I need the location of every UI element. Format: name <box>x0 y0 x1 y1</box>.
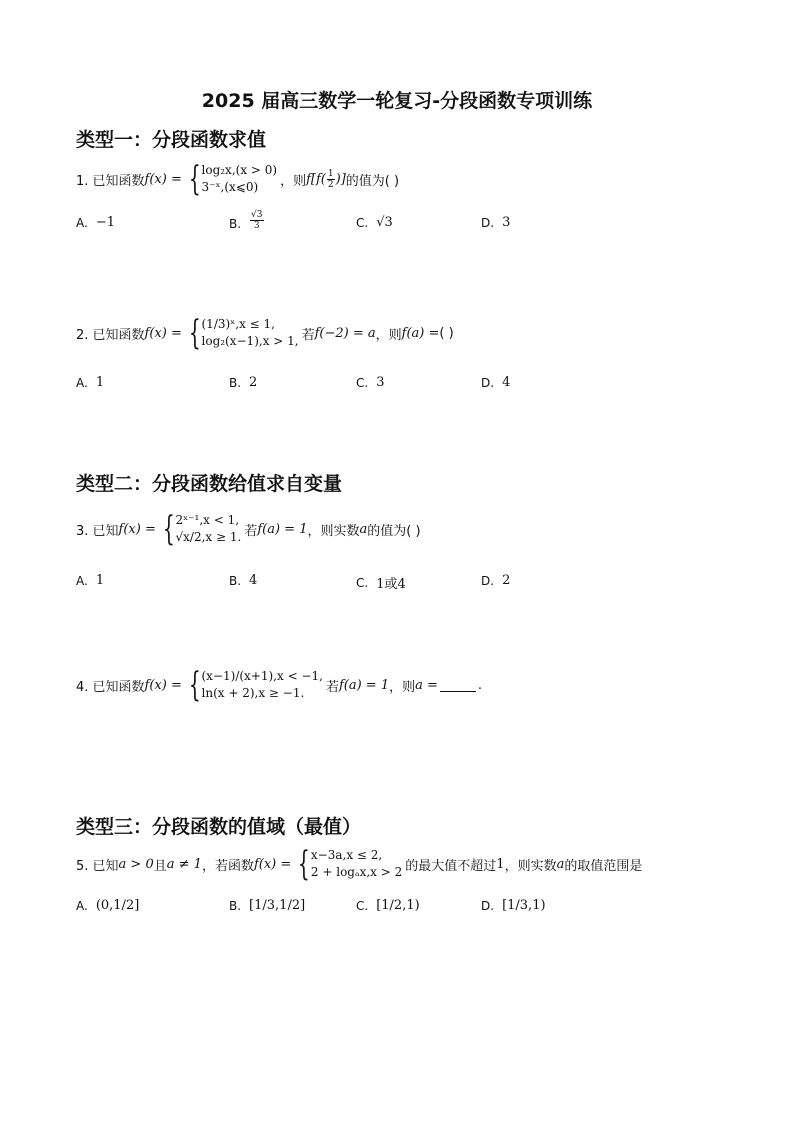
q1-option-d: D. 3 <box>481 215 511 230</box>
q4-row-1: (x−1)/(x+1),x < −1, <box>201 669 323 683</box>
q3-prefix: 3. 已知 <box>76 523 119 539</box>
q2-suffix-b: ，则 <box>375 327 402 343</box>
question-4 <box>76 665 483 705</box>
q5-option-b: B. [1/3,1/2] <box>229 898 306 913</box>
q1-fx: f(x) = <box>144 171 182 187</box>
q1-row-1: log₂x,(x > 0) <box>201 163 278 177</box>
q3-fx: f(x) = <box>118 521 156 537</box>
question-3 <box>76 509 421 549</box>
q4-expr: f(a) = 1 <box>338 677 390 693</box>
q1-option-b: B. $\frac{√3}{3}$ <box>229 210 263 231</box>
q2-option-b: B. 2 <box>229 375 258 390</box>
q5-option-a: A. (0,1/2] <box>76 898 140 913</box>
q3-row-2: √x/2,x ≥ 1. <box>175 530 242 544</box>
q5-row-1: x−3a,x ≤ 2, <box>310 848 383 862</box>
q2-row-1: (1/3)ˣ,x ≤ 1, <box>201 317 275 331</box>
q5-suffix-a: 的最大值不超过 <box>405 858 497 874</box>
q3-option-a: A. 1 <box>76 573 105 588</box>
brace-icon: { <box>188 159 201 199</box>
q4-piecewise <box>184 665 323 705</box>
brace-icon: { <box>188 313 201 353</box>
q2-option-d: D. 4 <box>481 375 511 390</box>
q5-mid-2: ，若函数 <box>201 858 254 874</box>
q5-suffix-c: 的取值范围是 <box>564 858 643 874</box>
q5-mid-1: 且 <box>153 858 167 874</box>
q2-expr: f(−2) = a <box>314 325 376 341</box>
answer-blank[interactable] <box>440 679 476 692</box>
q1-piecewise <box>184 159 278 199</box>
brace-icon: { <box>162 509 175 549</box>
q3-suffix-a: 若 <box>244 523 258 539</box>
q3-option-b: B. 4 <box>229 573 258 588</box>
q3-option-d: D. 2 <box>481 573 511 588</box>
q5-option-c: C. [1/2,1) <box>356 898 420 913</box>
question-5 <box>76 844 643 884</box>
brace-icon: { <box>188 665 201 705</box>
q5-num: 1 <box>496 856 505 872</box>
q5-piecewise <box>293 844 403 884</box>
q5-row-2: 2 + logₐx,x > 2 <box>310 865 403 879</box>
q4-suffix-c: . <box>477 677 483 693</box>
q2-prefix: 2. 已知函数 <box>76 327 145 343</box>
q4-row-2: ln(x + 2),x ≥ −1. <box>201 686 305 700</box>
q5-suffix-b: ，则实数 <box>504 858 557 874</box>
q1-expr-end: )] <box>335 171 346 187</box>
q5-var: a <box>556 856 565 872</box>
q5-cond-2: a ≠ 1 <box>166 856 202 872</box>
q4-suffix-a: 若 <box>325 679 339 695</box>
q4-expr-2: a = <box>415 677 438 693</box>
q1-option-b-frac: $\frac{√3}{3}$ <box>251 210 263 231</box>
q1-expr: f[f( <box>306 171 326 187</box>
q3-suffix-c: 的值为( ) <box>367 523 421 539</box>
q2-suffix-a: 若 <box>301 327 315 343</box>
question-2 <box>76 313 454 353</box>
question-1 <box>76 159 400 199</box>
q2-option-c: C. 3 <box>356 375 385 390</box>
q2-row-2: log₂(x−1),x > 1, <box>201 334 299 348</box>
q3-row-1: 2ˣ⁻¹,x < 1, <box>175 513 240 527</box>
brace-icon: { <box>298 844 311 884</box>
section-heading-1: 类型一：分段函数求值 <box>76 129 267 151</box>
q1-fraction: $\frac{1}{2}$ <box>327 168 334 190</box>
q5-fx: f(x) = <box>253 856 292 872</box>
q3-expr: f(a) = 1 <box>257 521 308 537</box>
q1-option-a: A. −1 <box>76 215 115 230</box>
q2-suffix-c: ( ) <box>439 325 454 341</box>
q3-option-c: C. 1或4 <box>356 575 406 592</box>
section-heading-3: 类型三：分段函数的值域（最值） <box>76 816 362 838</box>
q5-option-d: D. [1/3,1) <box>481 898 546 913</box>
q1-option-c: C. √3 <box>356 215 393 230</box>
q5-cond-1: a > 0 <box>118 856 154 872</box>
q2-fx: f(x) = <box>144 325 182 341</box>
q4-prefix: 4. 已知函数 <box>76 679 145 695</box>
q1-suffix-a: ，则 <box>280 173 307 189</box>
page-title: 2025 届高三数学一轮复习-分段函数专项训练 <box>201 90 593 112</box>
q2-piecewise <box>184 313 299 353</box>
q2-expr-2: f(a) = <box>401 325 440 341</box>
q1-prefix: 1. 已知函数 <box>76 173 145 189</box>
q4-suffix-b: ，则 <box>389 679 416 695</box>
q1-suffix-b: 的值为( ) <box>345 173 400 189</box>
q2-option-a: A. 1 <box>76 375 105 390</box>
q5-prefix: 5. 已知 <box>76 858 119 874</box>
q4-fx: f(x) = <box>144 677 182 693</box>
section-heading-2: 类型二：分段函数给值求自变量 <box>76 473 343 495</box>
q3-var: a <box>359 521 368 537</box>
q1-row-2: 3⁻ˣ,(x⩽0) <box>201 180 259 194</box>
q3-piecewise <box>158 509 242 549</box>
q3-suffix-b: ，则实数 <box>307 523 360 539</box>
